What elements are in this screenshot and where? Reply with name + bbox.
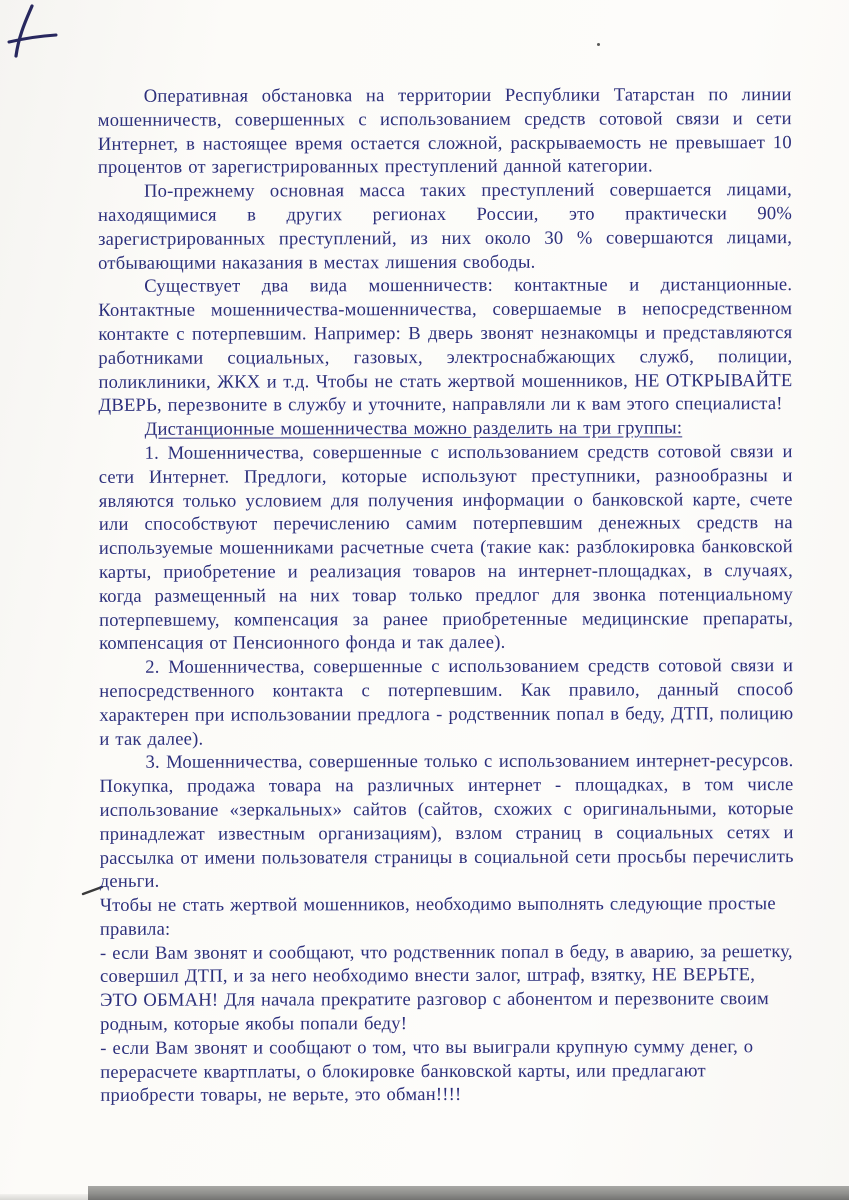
- paragraph-offenders-statistics: По-прежнему основная масса таких преступлений совершается лицами, находящимися в других регионах России, это практически 90% зарегистрированных преступлений, из них около 30 % совершаются лицами, отбывающими наказания в местах лишения свободы.: [97, 179, 793, 274]
- handwritten-pen-mark: [4, 2, 74, 72]
- paragraph-rules-intro: Чтобы не стать жертвой мошенников, необходимо выполнять следующие простые правила:: [99, 893, 776, 940]
- scan-edge-shadow: [88, 1186, 849, 1200]
- paragraph-group-1: 1. Мошенничества, совершенные с использованием средств сотовой связи и сети Интернет. Предлоги, которые используют преступники, разнообразны и являются только условием для получения информации о банковской карте, счете или способствуют перечислению самим потерпевшим денежных средств на используемые мошенниками расчетные счета (такие как: разблокировка банковской карты, приобретение и реализация товаров на интернет-площадках, в случаях, когда размещенный на них товар только предлог для звонка потенциальному потерпевшему, компенсация за ранее приобретенные медицинские препараты, компенсация от Пенсионного фонда и так далее).: [98, 441, 794, 655]
- paragraph-rule-relative-trouble: - если Вам звонят и сообщают, что родственник попал в беду, в аварию, за решетку, совершил ДТП, и за него необходимо внести залог, штраф, взятку, НЕ ВЕРЬТЕ, ЭТО ОБМАН! Для начала прекратите разговор с абонентом и перезвоните своим родным, которые якобы попали беду!: [99, 940, 793, 1035]
- paragraph-group-2: 2. Мошенничества, совершенные с использованием средств сотовой связи и непосредственного контакта с потерпевшим. Как правило, данный способ характерен при использовании предлога - родственник попал в беду, ДТП, полицию и так далее).: [99, 655, 794, 750]
- remote-fraud-heading: Дистанционные мошенничества можно разделить на три группы:: [144, 417, 683, 440]
- paragraph-group-3: 3. Мошенничества, совершенные только с использованием интернет-ресурсов. Покупка, продажа товара на различных интернет - площадках, в том числе использование «зеркальных» сайтов (сайтов, схожих с оригинальными, которые принадлежат известным организациям), взлом страниц в социальных сетях и рассылка от имени пользователя страницы в социальной сети просьбы перечислить деньги.: [99, 750, 794, 893]
- paragraph-operational-situation: Оперативная обстановка на территории Республики Татарстан по линии мошенничеств, совершенных с использованием средств сотовой связи и сети Интернет, в настоящее время остается сложной, раскрываемость не превышает 10 процентов от зарегистрированных преступлений данной категории.: [97, 84, 792, 179]
- paragraph-fraud-types: Существует два вида мошенничеств: контактные и дистанционные. Контактные мошенничества-мошенничества, совершаемые в непосредственном контакте с потерпевшим. Например: В дверь звонят незнакомцы и представляются работниками социальных, газовых, электроснабжающих служб, полиции, поликлиники, ЖКХ и т.д. Чтобы не стать жертвой мошенников, НЕ ОТКРЫВАЙТЕ ДВЕРЬ, перезвоните в службу и уточните, направляли ли к вам этого специалиста!: [98, 274, 793, 417]
- paragraph-rule-prize-money: - если Вам звонят и сообщают о том, что вы выиграли крупную сумму денег, о перерасчете квартплаты, о блокировке банковской карты, или предлагают приобрести товары, не верьте, это обман!!!!: [100, 1036, 754, 1107]
- document-body: [98, 83, 795, 1108]
- scan-speck: [597, 43, 600, 46]
- scan-edge-corner: [0, 1194, 88, 1200]
